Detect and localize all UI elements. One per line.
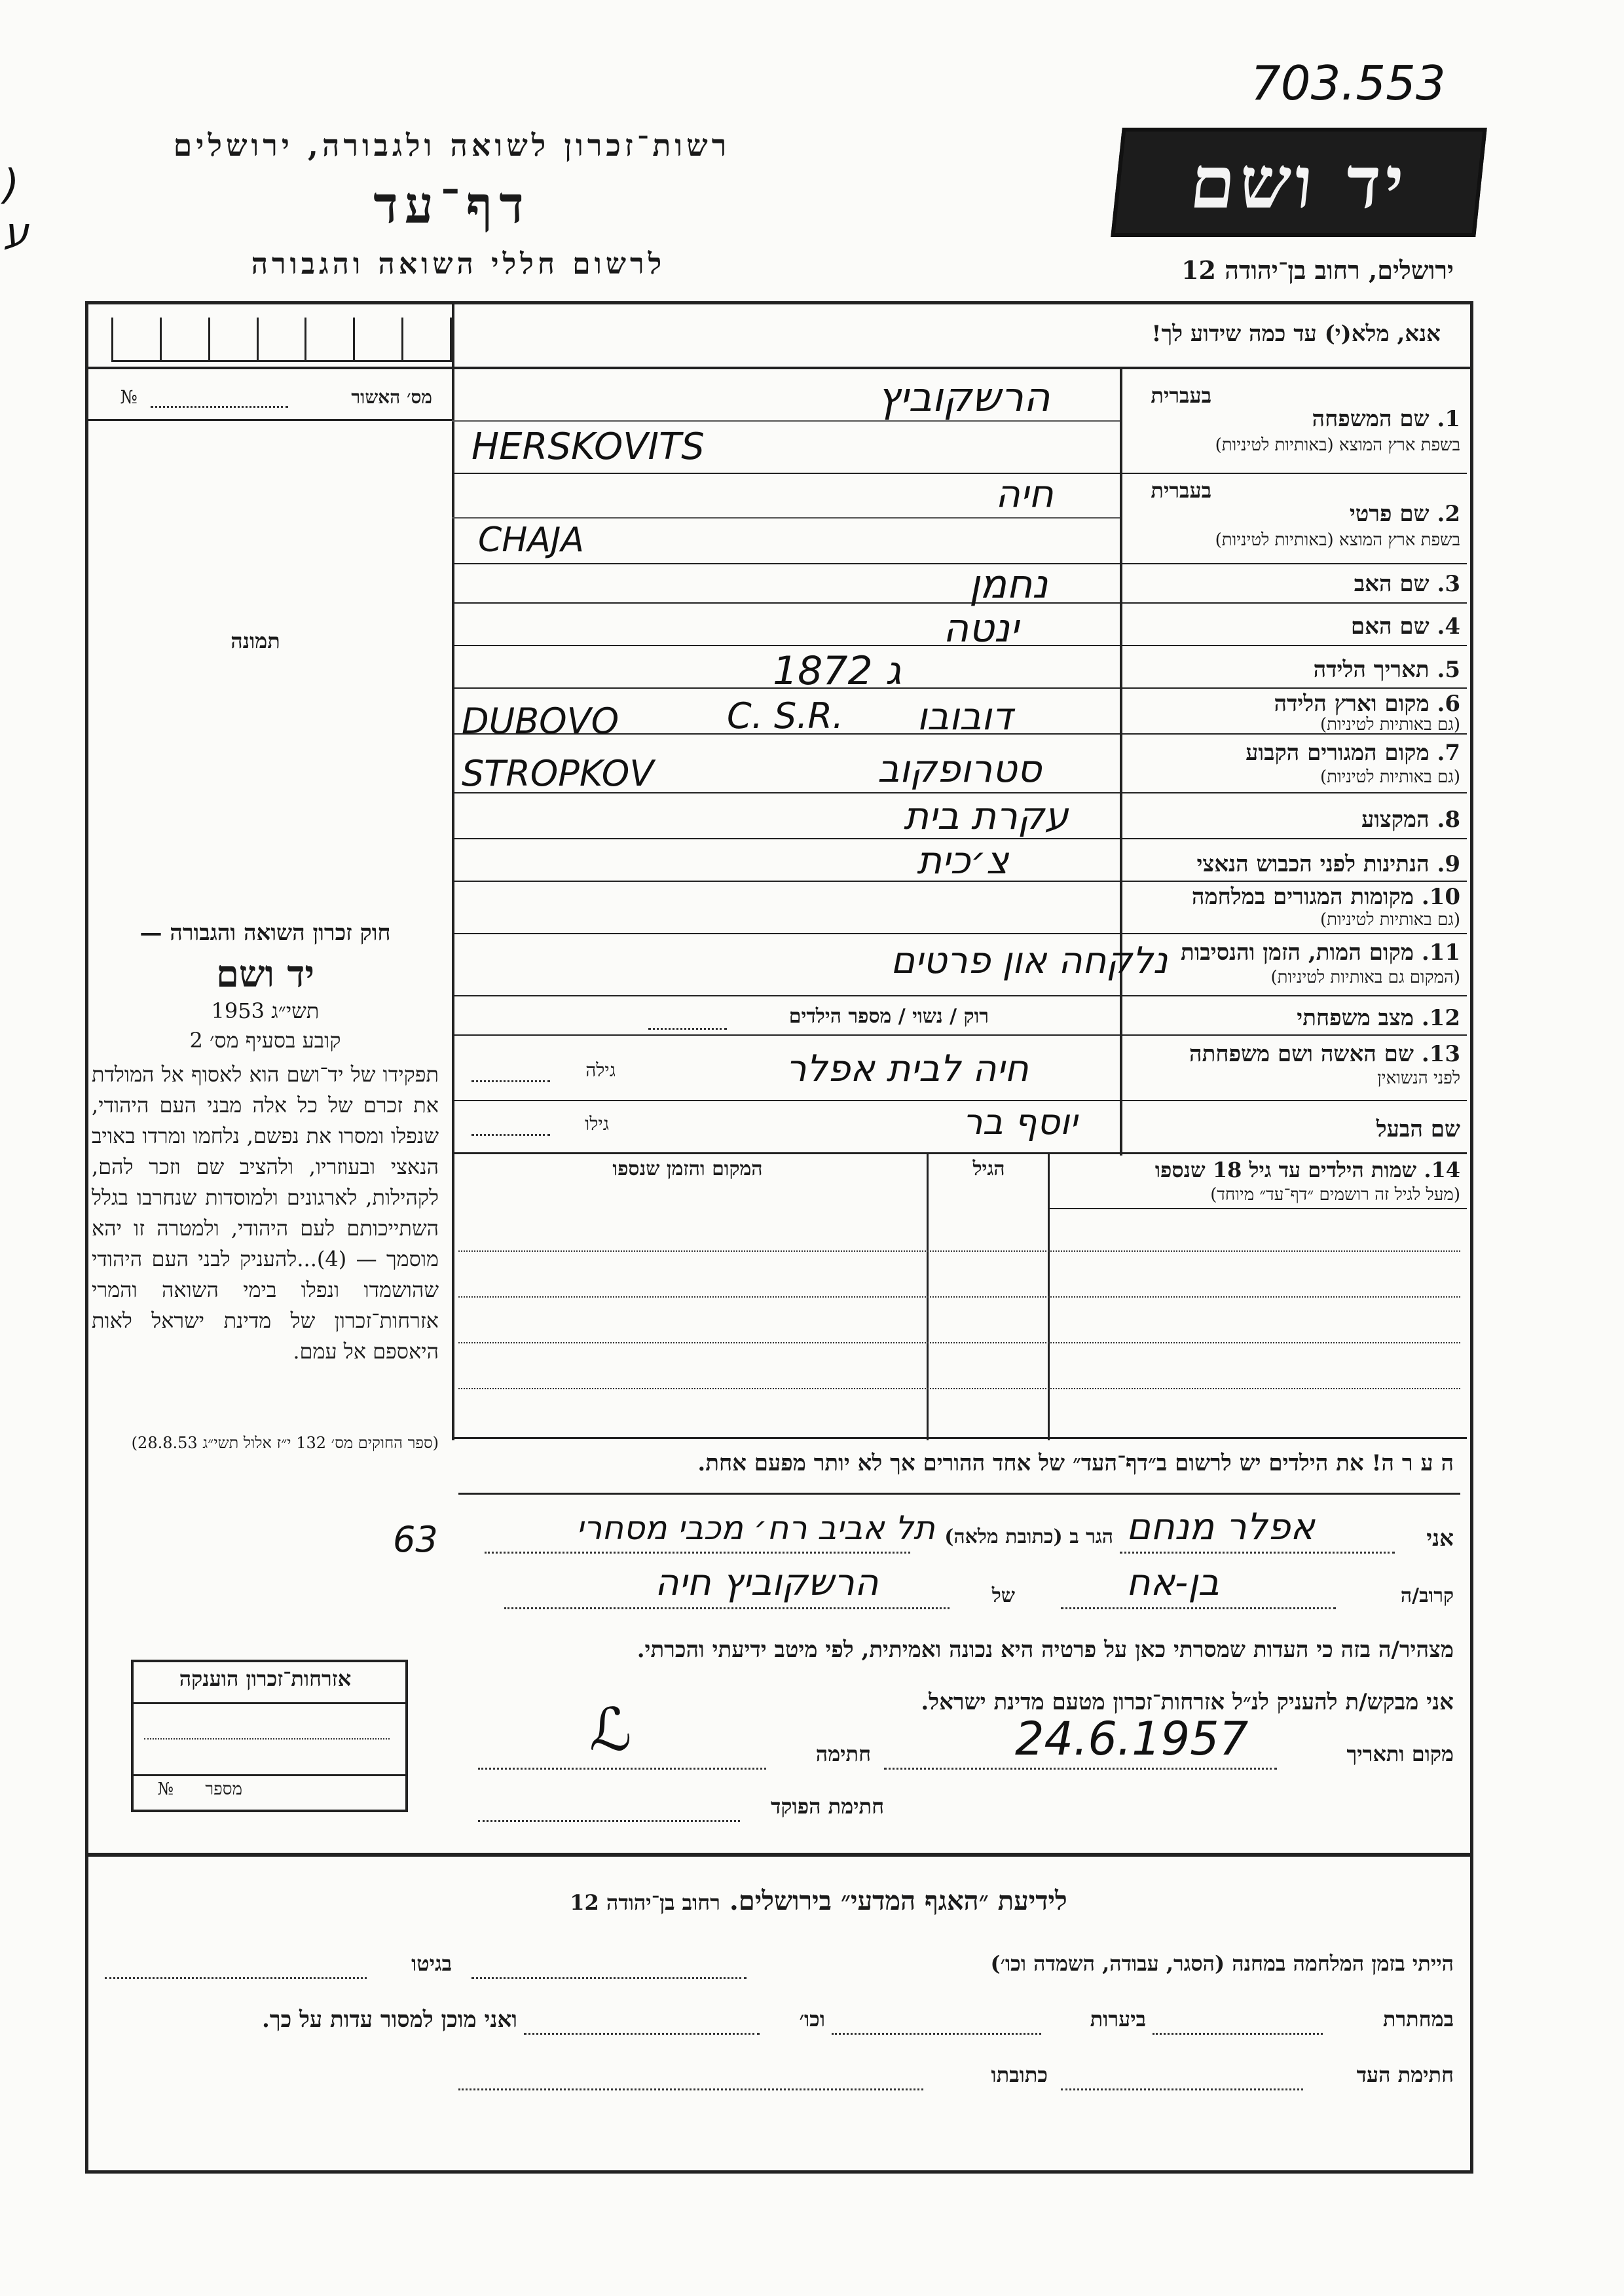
family-status-options: רוק / נשוי / מספר הילדים	[788, 1005, 989, 1028]
law-reference: (ספר החוקים מס׳ 132 י״ז אלול תשי״ג 28.8.53)	[131, 1434, 439, 1452]
children-label: 14. שמות הילדים עד גיל 18 שנספו	[1154, 1157, 1460, 1182]
field-1-hebrew-tag: בעברית	[1151, 383, 1211, 408]
footer-underground: במחתרת	[1382, 2007, 1454, 2032]
law-text: תפקידו של יד־ושם הוא לאסוף אל המולדת את זכרם של כל אלה מבני העם היהודי, שנפלו ומסרו את נפשם, נלחמו ומרדו באויב הנאצי ובעוזריו, ולהציב שם וזכר להם, לקהילות, לארגונים ולמוסדות שנחרבו בגלל השתייכותם לעם היהודי, ולמטרה זו יהא מוסמך — (4)...להעניק לבני העם היהודי שהושמדו ונפלו בימי השואה והמרי אזרחות־זכרון של מדינת ישראל לאות היאספם אל עמם.	[92, 1062, 439, 1364]
field-5-label: 5. תאריך הלידה	[1313, 657, 1460, 683]
firstname-hebrew-value: חיה	[995, 471, 1054, 516]
signature-label: חתימה	[815, 1741, 871, 1766]
footer-forests: ביערות	[1090, 2007, 1146, 2032]
field-3-label: 3. שם האב	[1354, 571, 1460, 597]
field-13-label: 13. שם האשה ושם משפחתה	[1189, 1041, 1460, 1067]
law-year: תשי״ג 1953	[211, 998, 320, 1023]
left-column-divider	[452, 301, 454, 1156]
field-6-label: 6. מקום וארץ הלידה	[1274, 691, 1460, 717]
field-8-label: 8. המקצוע	[1361, 807, 1460, 833]
field-2-sub: בשפת ארץ המוצא (באותיות לטיניות)	[1215, 530, 1460, 550]
field-11-label: 11. מקום המות, הזמן והנסיבות	[1180, 939, 1460, 966]
husband-age-line	[471, 1134, 550, 1136]
photo-placeholder-label: תמונה	[231, 629, 280, 653]
footer-line1-label: הייתי בזמן המלחמה במחנה (הסגר, עבודה, השמדה וכו׳)	[990, 1951, 1454, 1976]
declarant-label: אני	[1426, 1525, 1454, 1552]
wife-age-label: גילה	[585, 1059, 616, 1081]
wife-name-value: חיה לבית אפלר	[786, 1048, 1029, 1090]
footer-ghetto: בגיטו	[411, 1951, 452, 1976]
children-age-header: הגיל	[972, 1157, 1005, 1180]
field-2-hebrew-tag: בעברית	[1151, 478, 1211, 503]
birth-date-value: 1872 ג	[773, 648, 902, 694]
footer-divider	[85, 1853, 1470, 1857]
field-10-sub: (גם באותיות לטיניות)	[1320, 910, 1460, 930]
footer-ready: ואני מוכן למסור עדות על כך.	[262, 2007, 517, 2033]
handwritten-archive-number: 703.553	[1251, 56, 1446, 111]
registration-label: מס׳ האשור	[351, 386, 432, 408]
signature-mark: ℒ	[589, 1696, 632, 1764]
birthplace-latin-value: DUBOVO	[462, 701, 619, 742]
law-title: חוק זכרון השואה והגבורה —	[139, 920, 391, 946]
footer-title: לידיעת ״האגף המדעי״ בירושלים. רחוב בן־יהודה 12	[570, 1886, 1067, 1916]
birthplace-country-value: C. S.R.	[727, 695, 844, 737]
law-clause: קובע בסעיף מס׳ 2	[189, 1028, 341, 1053]
footer-etc: וכו׳	[799, 2007, 825, 2032]
citizenship-number-label: מספר	[205, 1779, 242, 1799]
date-value: 24.6.1957	[1015, 1712, 1249, 1766]
field-13-sub: לפני הנשואין	[1377, 1068, 1460, 1088]
declaration-request: אני מבקש/ת להעניק לנ״ל אזרחות־זכרון מטעם מדינת ישראל.	[921, 1689, 1454, 1715]
label-column-divider	[1120, 367, 1122, 1156]
law-name: יד ושם	[215, 953, 315, 996]
profession-value: עקרת בית	[904, 793, 1069, 838]
firstname-latin-value: CHAJA	[478, 520, 584, 560]
yad-vashem-logo: יד ושם	[1111, 128, 1487, 237]
husband-age-label: גילו	[585, 1113, 609, 1135]
surname-hebrew-value: הרשקוביץ	[877, 373, 1050, 421]
official-signature-label: חתימת הפוקד	[771, 1794, 884, 1819]
children-place-header: המקום והזמן שנספו	[612, 1157, 763, 1180]
field-10-label: 10. מקומות המגורים במלחמה	[1191, 884, 1460, 910]
mother-name-value: ינטה	[943, 606, 1019, 651]
field-6-sub: (גם באותיות לטיניות)	[1320, 715, 1460, 735]
field-1-label: 1. שם המשפחה	[1312, 406, 1460, 432]
registration-boxes	[111, 318, 452, 362]
field-7-sub: (גם באותיות לטיניות)	[1320, 767, 1460, 787]
death-details-value: נלקחה און פרטים	[891, 939, 1168, 982]
footer-witness-address: כתובתו	[991, 2062, 1048, 2087]
form-title: דף־עד	[373, 175, 530, 235]
field-12-label: 12. מצב משפחתי	[1297, 1005, 1460, 1031]
wife-age-line	[471, 1080, 550, 1082]
of-value: הרשקוביץ חיה	[655, 1561, 879, 1604]
note: ה ע ר ה! את הילדים יש לרשום ב״דף־העד״ של אחד ההורים אך לא יותר מפעם אחת.	[697, 1450, 1454, 1476]
relative-label: קרוב/ה	[1400, 1584, 1454, 1607]
registration-no-mark: №	[120, 386, 138, 408]
relative-value: בן-אח	[1126, 1561, 1219, 1604]
instructions: אנא, מלא(י) עד כמה שידוע לך!	[1151, 321, 1441, 347]
photo-area-divider	[88, 419, 452, 421]
father-name-value: נחמן	[969, 562, 1048, 608]
registration-number-line	[151, 406, 288, 408]
declarant-name-value: אפלר מנחם	[1126, 1506, 1315, 1548]
declarant-address-value: תל אביב רח׳ מכבי מסחרי	[576, 1509, 935, 1547]
husband-name-value: יוסף בר	[963, 1101, 1078, 1142]
birthplace-hebrew-value: דובובו	[917, 694, 1013, 738]
field-2-label: 2. שם פרטי	[1349, 501, 1460, 527]
residence-hebrew-value: סטרופקוב	[877, 746, 1042, 791]
header-address: ירושלים, רחוב בן־יהודה 12	[1181, 255, 1454, 285]
residence-latin-value: STROPKOV	[462, 753, 654, 794]
citizenship-title: אזרחות־זכרון הוענקה	[179, 1666, 352, 1691]
field-11-sub: (המקום גם באותיות לטיניות)	[1270, 968, 1460, 987]
children-sub: (מעל לגיל זה רושמים ״דף־עד״ מיוחד)	[1210, 1185, 1460, 1205]
field-9-label: 9. הנתינות לפני הכבוש הנאצי	[1196, 851, 1460, 877]
field-4-label: 4. שם האם	[1350, 613, 1460, 640]
form-subtitle: לרשום חללי השואה והגבורה	[251, 247, 666, 281]
citizenship-no-mark: №	[157, 1779, 174, 1799]
footer-witness-signature: חתימת העד	[1356, 2062, 1454, 2087]
husband-label: שם הבעל	[1376, 1116, 1460, 1142]
resides-label: הגר ב (כתובת מלאה)	[944, 1525, 1113, 1548]
of-label: של	[991, 1584, 1015, 1607]
nationality-value: צ׳כית	[917, 838, 1009, 883]
surname-latin-value: HERSKOVITS	[471, 426, 705, 468]
authority-name: רשות־זכרון לשואה ולגבורה, ירושלים	[173, 128, 731, 163]
declaration-statement: מצהיר/ה בזה כי העדות שמסרתי כאן על פרטיה היא נכונה ואמיתית, לפי מיטב ידיעתי והכרתי.	[637, 1637, 1454, 1663]
margin-handwriting: ) ע	[3, 160, 29, 256]
place-date-label: מקום ותאריך	[1346, 1741, 1454, 1766]
children-count-line	[648, 1028, 727, 1030]
declarant-address-number: 63	[393, 1519, 438, 1560]
field-7-label: 7. מקום המגורים הקבוע	[1246, 740, 1460, 766]
field-1-sub: בשפת ארץ המוצא (באותיות לטיניות)	[1215, 435, 1460, 455]
instructions-divider	[85, 367, 1470, 369]
